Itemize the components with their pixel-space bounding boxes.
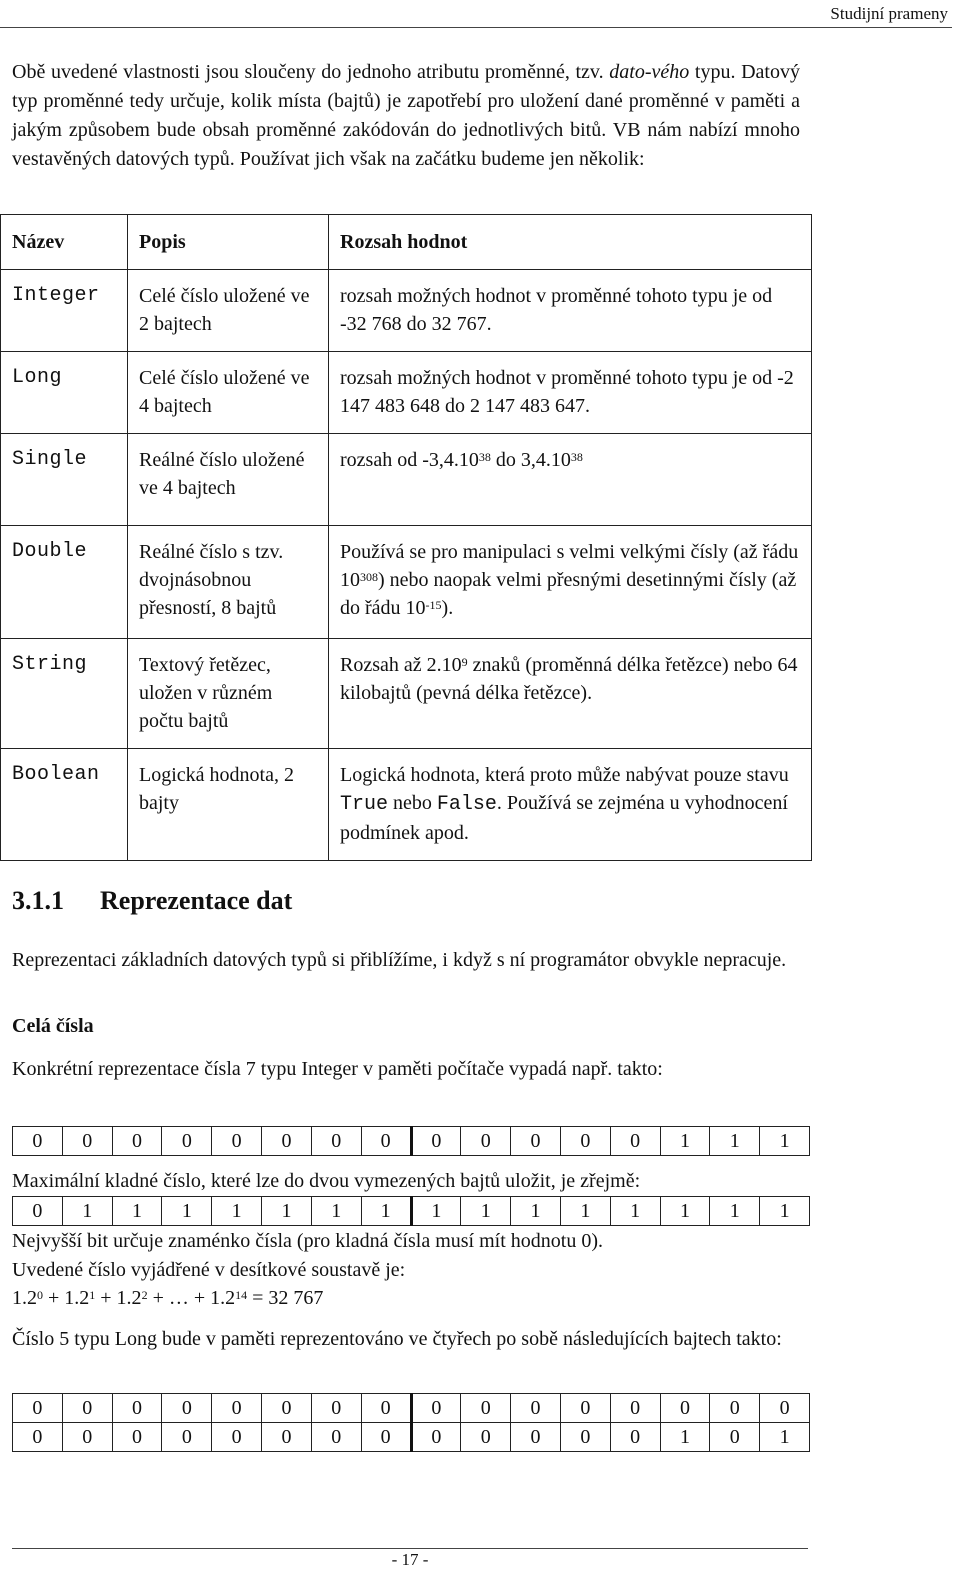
bit-cell: 1: [461, 1197, 511, 1226]
type-description: Celé číslo uložené ve 2 bajtech: [128, 270, 329, 352]
bit-cell: 1: [760, 1423, 810, 1452]
bit-cell: 0: [162, 1127, 212, 1156]
exponent: 1: [89, 1288, 96, 1302]
intro-text-2: typu. Datový typ proměnné tedy určuje, kolik místa (bajtů) je zapotřebí pro uložení dané proměnné v paměti a jakým způsobem bude obsah proměnné zakódován do jednotlivých bitů. VB nám nabízí mnoho vestavěných datových typů. Používat jich však na začátku budeme jen několik:: [12, 61, 800, 170]
intro-term-2: vého: [651, 61, 690, 83]
bit-cell: 0: [610, 1394, 660, 1423]
bit-cell: 0: [760, 1394, 810, 1423]
header-range: Rozsah hodnot: [329, 215, 812, 270]
decimal-text: Uvedené číslo vyjádřené v desítkové soustavě je:: [12, 1259, 406, 1281]
type-name: Integer: [1, 270, 128, 352]
bit-cell: 0: [411, 1394, 461, 1423]
bit-cell: 0: [610, 1127, 660, 1156]
bit-cell: 0: [560, 1127, 610, 1156]
formula-part: + 1.2: [43, 1287, 90, 1309]
page-number: - 17 -: [391, 1550, 429, 1569]
formula: [12, 1284, 800, 1313]
bit-cell: 0: [710, 1423, 760, 1452]
bit-cell: 0: [610, 1423, 660, 1452]
bit-cell: 0: [262, 1394, 312, 1423]
section-number: 3.1.1: [12, 886, 64, 915]
bit-cell: 0: [262, 1423, 312, 1452]
bit-cell: 0: [511, 1423, 561, 1452]
exponent: 38: [570, 450, 583, 464]
bit-cell: 1: [760, 1127, 810, 1156]
bit-cell: 0: [13, 1127, 63, 1156]
bit-cell: 1: [511, 1197, 561, 1226]
type-range: [329, 526, 812, 639]
bits-table-long: [12, 1393, 810, 1452]
header-name: Název: [1, 215, 128, 270]
bit-cell: 0: [112, 1394, 162, 1423]
code-literal: False: [436, 793, 497, 816]
code-literal: True: [340, 793, 389, 816]
intro-text-1: Obě uvedené vlastnosti jsou sloučeny do jednoho atributu proměnné, tzv.: [12, 61, 604, 83]
section-title: Reprezentace dat: [100, 886, 293, 915]
type-description: Logická hodnota, 2 bajty: [128, 749, 329, 861]
bit-cell: 1: [660, 1197, 710, 1226]
bit-cell: 0: [361, 1423, 411, 1452]
bit-row: [13, 1127, 810, 1156]
exponent: 308: [360, 570, 378, 584]
bit-cell: 0: [411, 1423, 461, 1452]
bit-cell: 0: [62, 1127, 112, 1156]
type-description: Textový řetězec, uložen v různém počtu bajtů: [128, 639, 329, 749]
max-number-text: Maximální kladné číslo, které lze do dvou vymezených bajtů uložit, je zřejmě:: [12, 1170, 641, 1192]
bit-cell: 1: [162, 1197, 212, 1226]
integer-example-text: Konkrétní reprezentace čísla 7 typu Integer v paměti počítače vypadá např. takto:: [12, 1058, 663, 1080]
table-header-row: [1, 215, 812, 270]
range-text: . Používá se zejména u vyhodnocení podmínek apod.: [340, 792, 788, 844]
bit-cell: 0: [361, 1127, 411, 1156]
header-rule: [0, 27, 952, 28]
bit-row: [13, 1423, 810, 1452]
bit-cell: 0: [212, 1127, 262, 1156]
header-description: Popis: [128, 215, 329, 270]
bit-cell: 0: [13, 1197, 63, 1226]
bit-cell: 0: [560, 1394, 610, 1423]
exponent: 14: [235, 1288, 248, 1302]
bit-cell: 0: [311, 1423, 361, 1452]
type-name: String: [1, 639, 128, 749]
range-text: Logická hodnota, která proto může nabývat pouze stavu: [340, 764, 789, 786]
exponent: 0: [37, 1288, 43, 1302]
exponent: 2: [141, 1288, 148, 1302]
type-name: Double: [1, 526, 128, 639]
intro-term-1: dato-: [609, 61, 652, 83]
bit-cell: 0: [13, 1423, 63, 1452]
bit-cell: 0: [262, 1127, 312, 1156]
table-row: [1, 749, 812, 861]
formula-part: = 32 767: [247, 1287, 324, 1309]
running-header: Studijní prameny: [830, 4, 948, 23]
bit-cell: 1: [411, 1197, 461, 1226]
exponent: -15: [425, 598, 442, 612]
footer-rule: [12, 1548, 808, 1549]
range-text: do 3,4.10: [490, 449, 571, 471]
bit-cell: 1: [660, 1423, 710, 1452]
type-range: [329, 639, 812, 749]
bit-cell: 0: [511, 1394, 561, 1423]
bit-cell: 1: [311, 1197, 361, 1226]
bit-cell: 0: [710, 1394, 760, 1423]
bit-cell: 0: [212, 1423, 262, 1452]
data-types-table: [0, 214, 812, 861]
bit-cell: 0: [162, 1394, 212, 1423]
bits-table-max: [12, 1196, 810, 1226]
bit-cell: 0: [461, 1423, 511, 1452]
bit-cell: 1: [710, 1127, 760, 1156]
bit-cell: 0: [511, 1127, 561, 1156]
bit-cell: 1: [212, 1197, 262, 1226]
type-range: rozsah možných hodnot v proměnné tohoto typu je od -32 768 do 32 767.: [329, 270, 812, 352]
bit-cell: 1: [710, 1197, 760, 1226]
bit-cell: 1: [62, 1197, 112, 1226]
bit-cell: 1: [262, 1197, 312, 1226]
bit-cell: 0: [62, 1394, 112, 1423]
exponent: 9: [461, 655, 468, 669]
type-description: Reálné číslo uložené ve 4 bajtech: [128, 434, 329, 526]
bit-cell: 0: [311, 1127, 361, 1156]
range-text: nebo: [388, 792, 437, 814]
range-text: ) nebo naopak velmi přesnými desetinnými čísly (až do řádu 10: [340, 569, 797, 619]
range-text: rozsah od -3,4.10: [340, 449, 479, 471]
type-description: Celé číslo uložené ve 4 bajtech: [128, 352, 329, 434]
type-name: Long: [1, 352, 128, 434]
bit-cell: 0: [112, 1127, 162, 1156]
bit-cell: 1: [660, 1127, 710, 1156]
bit-cell: 0: [112, 1423, 162, 1452]
section-intro: Reprezentaci základních datových typů si přiblížíme, i když s ní programátor obvykle nepracuje.: [12, 949, 787, 971]
intro-paragraph: [12, 58, 800, 174]
table-row: [1, 434, 812, 526]
bit-cell: 1: [760, 1197, 810, 1226]
bit-cell: 0: [411, 1127, 461, 1156]
bit-row: [13, 1394, 810, 1423]
table-row: [1, 639, 812, 749]
table-row: [1, 526, 812, 639]
formula-part: + 1.2: [95, 1287, 142, 1309]
formula-part: + … + 1.2: [147, 1287, 236, 1309]
section-heading: [12, 886, 292, 916]
sign-bit-text: Nejvyšší bit určuje znaménko čísla (pro kladná čísla musí mít hodnotu 0).: [12, 1230, 603, 1252]
bit-cell: 0: [361, 1394, 411, 1423]
formula-part: 1.2: [12, 1287, 37, 1309]
range-text: Rozsah až 2.10: [340, 654, 462, 676]
table-row: [1, 352, 812, 434]
exponent: 38: [478, 450, 491, 464]
type-name: Single: [1, 434, 128, 526]
range-text: ).: [441, 597, 454, 619]
bit-cell: 0: [660, 1394, 710, 1423]
bit-cell: 0: [212, 1394, 262, 1423]
bit-cell: 1: [112, 1197, 162, 1226]
type-range: [329, 749, 812, 861]
bit-cell: 0: [162, 1423, 212, 1452]
subheading: Celá čísla: [12, 1015, 94, 1037]
type-name: Boolean: [1, 749, 128, 861]
long-example-text: Číslo 5 typu Long bude v paměti reprezentováno ve čtyřech po sobě následujících bajtech takto:: [12, 1328, 782, 1350]
bit-cell: 0: [311, 1394, 361, 1423]
range-text: znaků (proměnná délka řetězce) nebo 64 kilobajtů (pevná délka řetězce).: [340, 654, 798, 704]
range-text: Používá se pro manipulaci s velmi velkými čísly (až řádu 10: [340, 541, 799, 591]
bit-cell: 0: [461, 1127, 511, 1156]
bit-cell: 0: [461, 1394, 511, 1423]
bit-cell: 0: [13, 1394, 63, 1423]
bit-cell: 0: [62, 1423, 112, 1452]
bit-cell: 0: [560, 1423, 610, 1452]
bit-row: [13, 1197, 810, 1226]
bit-cell: 1: [560, 1197, 610, 1226]
type-range: rozsah možných hodnot v proměnné tohoto typu je od -2 147 483 648 do 2 147 483 647.: [329, 352, 812, 434]
type-range: [329, 434, 812, 526]
bit-cell: 1: [361, 1197, 411, 1226]
bit-cell: 1: [610, 1197, 660, 1226]
bits-table-7: [12, 1126, 810, 1156]
type-description: Reálné číslo s tzv. dvojnásobnou přesností, 8 bajtů: [128, 526, 329, 639]
table-row: [1, 270, 812, 352]
